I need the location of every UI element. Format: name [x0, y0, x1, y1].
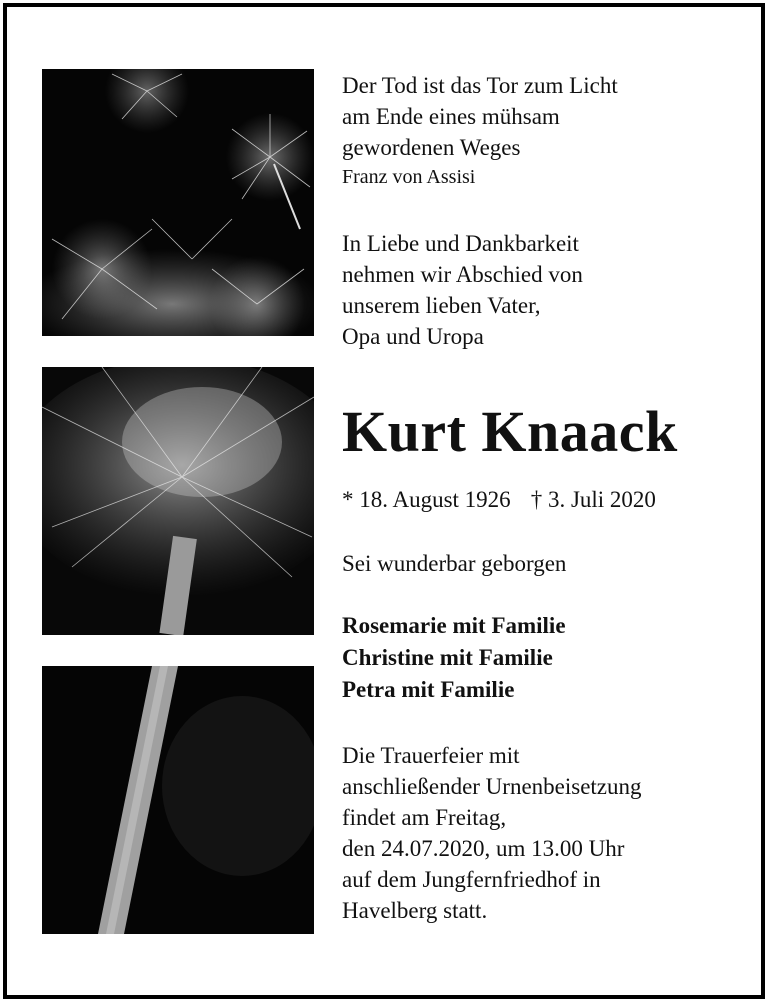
ceremony-line: den 24.07.2020, um 13.00 Uhr	[342, 836, 625, 861]
quote-line: am Ende eines mühsam	[342, 104, 560, 129]
quote-line: gewordenen Weges	[342, 135, 521, 160]
quote-line: Der Tod ist das Tor zum Licht	[342, 73, 618, 98]
intro-line: unserem lieben Vater,	[342, 293, 541, 318]
farewell-text	[342, 548, 566, 579]
dandelion-clock-photo	[42, 367, 314, 635]
intro-line: In Liebe und Dankbarkeit	[342, 231, 579, 256]
ceremony-line: Havelberg statt.	[342, 898, 488, 923]
dandelion-stem-photo	[42, 666, 314, 934]
deceased-name: Kurt Knaack	[342, 399, 678, 464]
mourner-name: Petra mit Familie	[342, 677, 515, 702]
ceremony-line: Die Trauerfeier mit	[342, 743, 520, 768]
intro-line: nehmen wir Abschied von	[342, 262, 583, 287]
quote-author: Franz von Assisi	[342, 166, 476, 188]
intro-block	[342, 228, 583, 352]
ceremony-line: findet am Freitag,	[342, 805, 507, 830]
ceremony-line: auf dem Jungfernfriedhof in	[342, 867, 601, 892]
mourner-name: Rosemarie mit Familie	[342, 613, 566, 638]
birth-date: * 18. August 1926	[342, 487, 511, 512]
intro-line: Opa und Uropa	[342, 324, 484, 349]
ceremony-line: anschließender Urnenbeisetzung	[342, 774, 642, 799]
ceremony-block	[342, 740, 642, 926]
farewell-line: Sei wunderbar geborgen	[342, 551, 567, 576]
life-dates	[342, 485, 656, 515]
dandelion-seeds-photo	[42, 69, 314, 336]
quote-block	[342, 70, 618, 191]
mourner-name: Christine mit Familie	[342, 645, 553, 670]
death-date: † 3. Juli 2020	[530, 487, 656, 512]
mourners-list	[342, 610, 566, 706]
